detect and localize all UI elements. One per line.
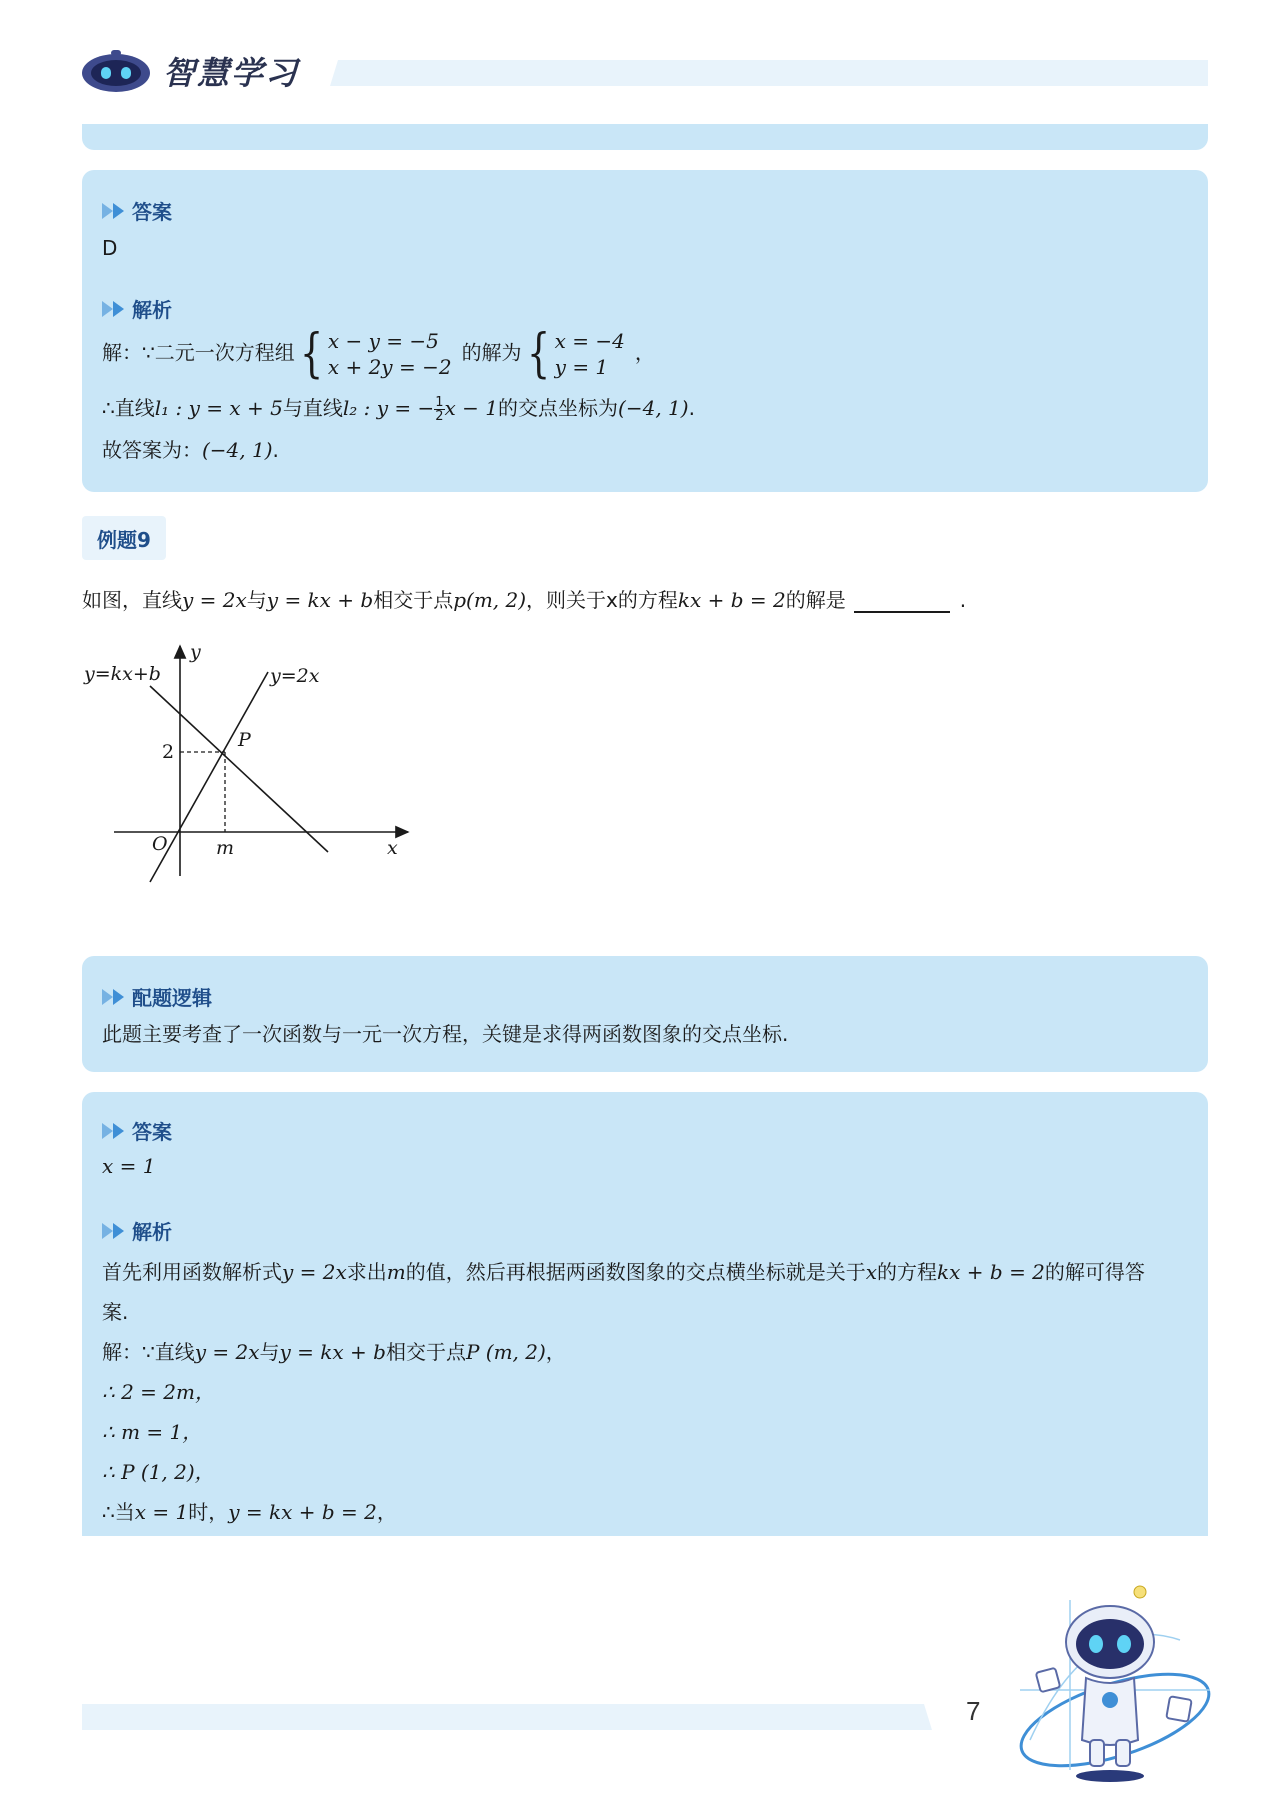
- analysis-line-1: 解：∵二元一次方程组{ x − y = −5 x + 2y = −2 的解为{ x = −4 y = 1 ，: [102, 324, 655, 384]
- header-decor-bar: [330, 60, 1208, 86]
- double-arrow-icon: [102, 203, 126, 219]
- label-y: y: [190, 641, 201, 663]
- analysis-para-1-cont: 案.: [102, 1300, 129, 1324]
- label-origin: O: [152, 833, 168, 855]
- answer-heading: 答案: [102, 196, 172, 225]
- robot-mascot-icon: [1010, 1570, 1220, 1790]
- line-y-kx-b: [150, 686, 328, 852]
- robot-logo-icon: [80, 48, 152, 94]
- solution-step-5: ∴当x = 1时，y = kx + b = 2，: [102, 1500, 397, 1524]
- label-2: 2: [162, 741, 175, 763]
- analysis-para-1: 首先利用函数解析式y = 2x求出m的值，然后再根据两函数图象的交点横坐标就是关于x的方程kx + b = 2的解可得答: [102, 1260, 1145, 1284]
- double-arrow-icon: [102, 1123, 126, 1139]
- brand-title: 智慧学习: [163, 54, 300, 92]
- label-m: m: [216, 837, 235, 859]
- analysis-heading: 解析: [102, 1216, 172, 1245]
- answer-box-9: [82, 1092, 1208, 1536]
- double-arrow-icon: [102, 301, 126, 317]
- answer-text: x = 1: [102, 1154, 156, 1178]
- label-p: P: [238, 729, 251, 751]
- label-line-kxb: y=kx+b: [84, 663, 161, 685]
- analysis-line-2: ∴直线l₁ : y = x + 5与直线l₂ : y = − $\frac{1}{2}$ x − 1的交点坐标为(−4, 1).: [102, 395, 695, 424]
- prev-box-bottom: [82, 124, 1208, 150]
- double-arrow-icon: [102, 1223, 126, 1239]
- solution-step-4: ∴ P (1, 2)，: [102, 1460, 215, 1484]
- logic-heading: 配题逻辑: [102, 982, 212, 1011]
- question-text: 如图，直线y = 2x与y = kx + b相交于点p(m, 2)，则关于x的方程kx + b = 2的解是 .: [82, 588, 967, 612]
- logic-box: [82, 956, 1208, 1072]
- page-number: 7: [966, 1696, 981, 1726]
- footer-decor-bar: [82, 1704, 932, 1730]
- logic-text: 此题主要考查了一次函数与一元一次方程，关键是求得两函数图象的交点坐标.: [102, 1022, 789, 1046]
- analysis-line-3: 故答案为：(−4, 1).: [102, 438, 279, 462]
- answer-heading: 答案: [102, 1116, 172, 1145]
- example-badge: 例题9: [82, 516, 166, 560]
- solution-step-2: ∴ 2 = 2m，: [102, 1380, 215, 1404]
- label-line-2x: y=2x: [270, 665, 320, 687]
- double-arrow-icon: [102, 989, 126, 1005]
- answer-box-8: [82, 170, 1208, 492]
- answer-text: D: [102, 236, 118, 260]
- solution-step-1: 解：∵直线y = 2x与y = kx + b相交于点P (m, 2)，: [102, 1340, 566, 1364]
- analysis-heading: 解析: [102, 294, 172, 323]
- answer-blank: [854, 591, 950, 613]
- function-graph: [80, 636, 420, 896]
- label-x: x: [387, 837, 398, 859]
- solution-step-3: ∴ m = 1，: [102, 1420, 203, 1444]
